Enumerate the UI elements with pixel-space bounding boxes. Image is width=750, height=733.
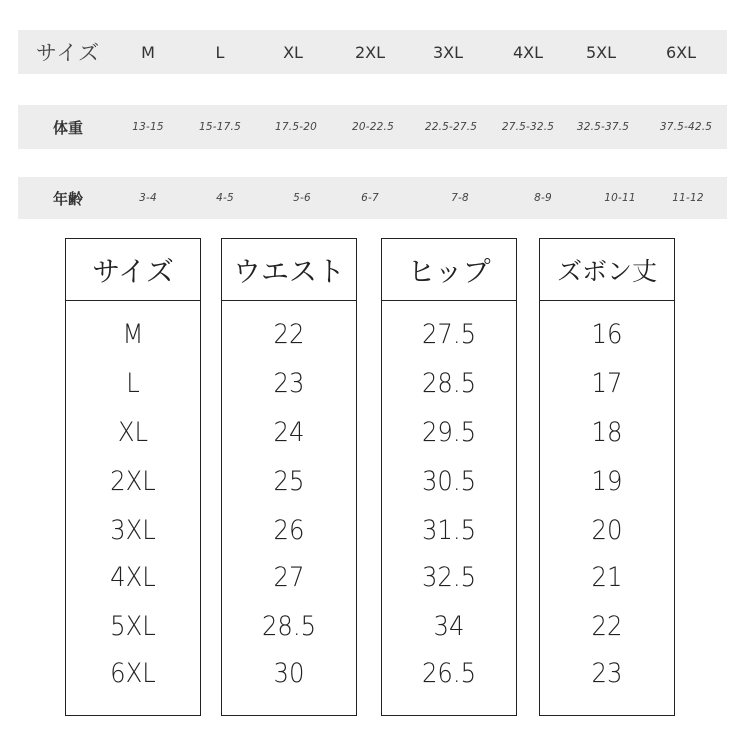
pants-length-cell: 20 (591, 515, 623, 546)
hip-cell: 30.5 (421, 466, 477, 497)
hip-cell: 29.5 (421, 417, 477, 448)
size-cell: M (122, 319, 144, 350)
waist-cell: 25 (273, 466, 305, 497)
weight-band-value: 20-22.5 (352, 121, 394, 133)
waist-cell: 24 (273, 417, 305, 448)
age-band-value: 8-9 (534, 192, 552, 204)
waist-cell: 27 (273, 562, 305, 593)
waist-cell: 26 (273, 515, 305, 546)
size-cell: 3XL (110, 515, 156, 546)
weight-band-label: 体重 (52, 118, 83, 137)
weight-band-value: 22.5-27.5 (424, 121, 478, 133)
hip-cell: 32.5 (421, 562, 477, 593)
hip-cell: 27.5 (421, 319, 477, 350)
age-band-value: 4-5 (216, 192, 234, 204)
size-cell: 5XL (110, 611, 156, 642)
size-band-value: 4XL (512, 42, 544, 62)
size-cell: 6XL (110, 658, 156, 689)
age-band-label: 年齢 (52, 189, 83, 208)
pants-length-column (539, 238, 675, 716)
hip-column (381, 238, 517, 716)
waist-cell: 22 (273, 319, 305, 350)
weight-band-value: 17.5-20 (275, 121, 317, 133)
size-cell: 2XL (110, 466, 156, 497)
pants-length-cell: 16 (591, 319, 623, 350)
size-cell: L (126, 368, 140, 399)
pants-length-cell: 23 (591, 658, 623, 689)
size-band-value: L (215, 42, 225, 62)
pants-length-cell: 22 (591, 611, 623, 642)
waist-column (221, 238, 357, 716)
size-band (18, 30, 727, 74)
hip-cell: 28.5 (421, 368, 477, 399)
age-band-value: 3-4 (139, 192, 157, 204)
hip-column-header: ヒップ (382, 239, 516, 301)
age-band-value: 10-11 (604, 192, 636, 204)
hip-cell: 26.5 (421, 658, 477, 689)
age-band-value: 7-8 (451, 192, 469, 204)
weight-band (18, 105, 727, 149)
size-cell: XL (117, 417, 149, 448)
age-band (18, 177, 727, 219)
pants-length-cell: 19 (591, 466, 623, 497)
age-band-value: 6-7 (361, 192, 379, 204)
pants-length-column-header: ズボン丈 (540, 239, 674, 301)
age-band-value: 5-6 (293, 192, 311, 204)
weight-band-value: 37.5-42.5 (659, 121, 713, 133)
size-column (65, 238, 201, 716)
waist-cell: 23 (273, 368, 305, 399)
pants-length-cell: 18 (591, 417, 623, 448)
weight-band-value: 32.5-37.5 (576, 121, 630, 133)
waist-column-header: ウエスト (222, 239, 356, 301)
hip-cell: 34 (433, 611, 465, 642)
size-band-value: M (141, 42, 155, 62)
weight-band-value: 15-17.5 (199, 121, 241, 133)
weight-band-value: 27.5-32.5 (501, 121, 555, 133)
size-cell: 4XL (110, 562, 156, 593)
hip-cell: 31.5 (421, 515, 477, 546)
pants-length-cell: 17 (591, 368, 623, 399)
waist-cell: 30 (273, 658, 305, 689)
weight-band-value: 13-15 (132, 121, 164, 133)
size-band-value: 3XL (432, 42, 464, 62)
size-band-label: サイズ (35, 41, 101, 65)
size-band-value: XL (283, 42, 303, 62)
size-band-value: 2XL (354, 42, 386, 62)
pants-length-cell: 21 (591, 562, 623, 593)
waist-cell: 28.5 (261, 611, 317, 642)
size-band-value: 6XL (665, 42, 697, 62)
size-column-header: サイズ (66, 239, 200, 301)
size-band-value: 5XL (585, 42, 617, 62)
age-band-value: 11-12 (672, 192, 704, 204)
